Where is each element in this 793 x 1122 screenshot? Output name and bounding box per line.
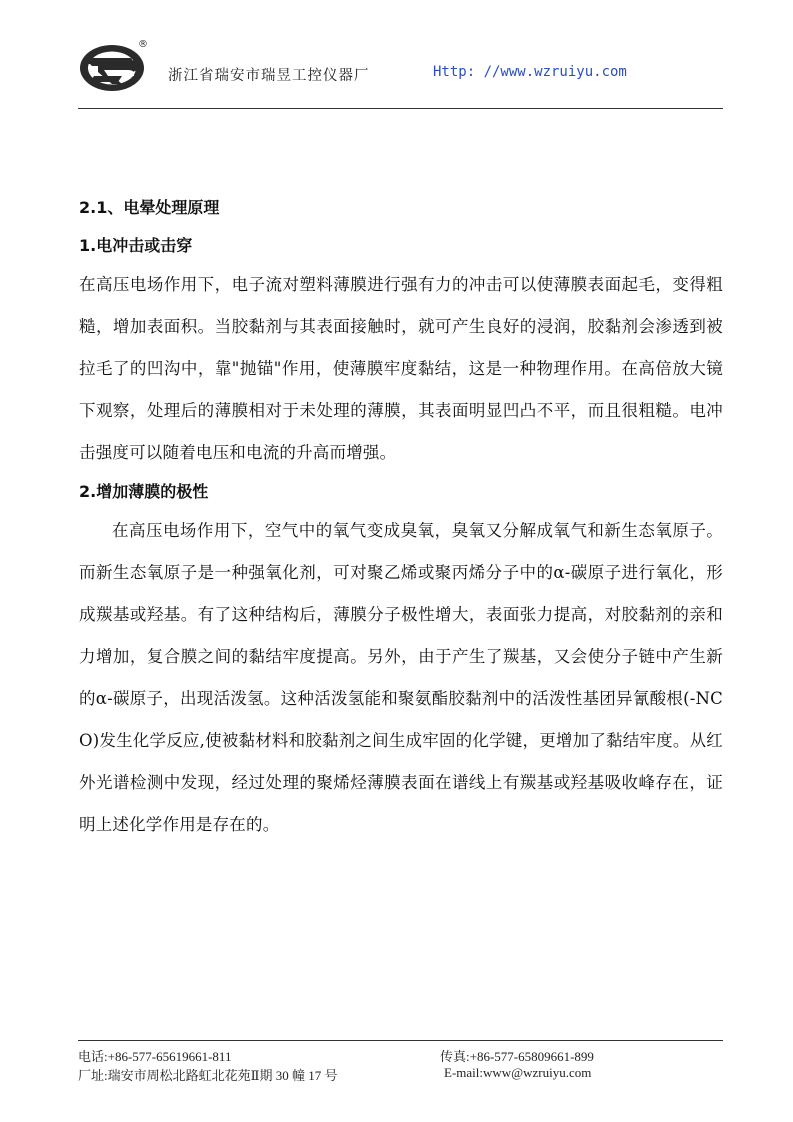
footer-email[interactable]: E-mail:www@wzruiyu.com <box>444 1065 592 1080</box>
footer-divider <box>78 1040 723 1041</box>
company-logo-icon <box>78 36 150 94</box>
footer-phone: 电话:+86-577-65619661-811 <box>78 1049 232 1064</box>
document-body <box>79 188 723 846</box>
website-url[interactable]: Http: //www.wzruiyu.com <box>433 64 627 80</box>
page-header <box>78 32 723 108</box>
registered-mark: ® <box>138 39 148 50</box>
company-name: 浙江省瑞安市瑞昱工控仪器厂 <box>168 68 370 84</box>
page-footer <box>78 1046 723 1084</box>
paragraph-1: 在高压电场作用下，电子流对塑料薄膜进行强有力的冲击可以使薄膜表面起毛，变得粗糙，增加表面积。当胶黏剂与其表面接触时，就可产生良好的浸润，胶黏剂会渗透到被拉毛了的凹沟中，靠"抛锚"作用，使薄膜牢度黏结，这是一种物理作用。在高倍放大镜下观察，处理后的薄膜相对于未处理的薄膜，其表面明显凹凸不平，而且很粗糙。电冲击强度可以随着电压和电流的升高而增强。 <box>79 275 723 462</box>
header-divider <box>78 108 723 109</box>
subsection-title-1: 1.电冲击或击穿 <box>79 236 193 255</box>
section-title: 2.1、电晕处理原理 <box>79 198 220 217</box>
paragraph-2: 在高压电场作用下，空气中的氧气变成臭氧，臭氧又分解成氧气和新生态氧原子。而新生态氧原子是一种强氧化剂，可对聚乙烯或聚丙烯分子中的α-碳原子进行氧化，形成羰基或羟基。有了这种结构后，薄膜分子极性增大，表面张力提高，对胶黏剂的亲和力增加，复合膜之间的黏结牢度提高。另外，由于产生了羰基，又会使分子链中产生新的α-碳原子，出现活泼氢。这种活泼氢能和聚氨酯胶黏剂中的活泼性基团异氰酸根(-NCO)发生化学反应,使被黏材料和胶黏剂之间生成牢固的化学键，更增加了黏结牢度。从红外光谱检测中发现，经过处理的聚烯烃薄膜表面在谱线上有羰基或羟基吸收峰存在，证明上述化学作用是存在的。 <box>79 521 723 834</box>
footer-address: 厂址:瑞安市周松北路虹北花苑Ⅱ期 30 幢 17 号 <box>78 1068 338 1083</box>
footer-fax: 传真:+86-577-65809661-899 <box>440 1049 594 1064</box>
subsection-title-2: 2.增加薄膜的极性 <box>79 482 209 501</box>
